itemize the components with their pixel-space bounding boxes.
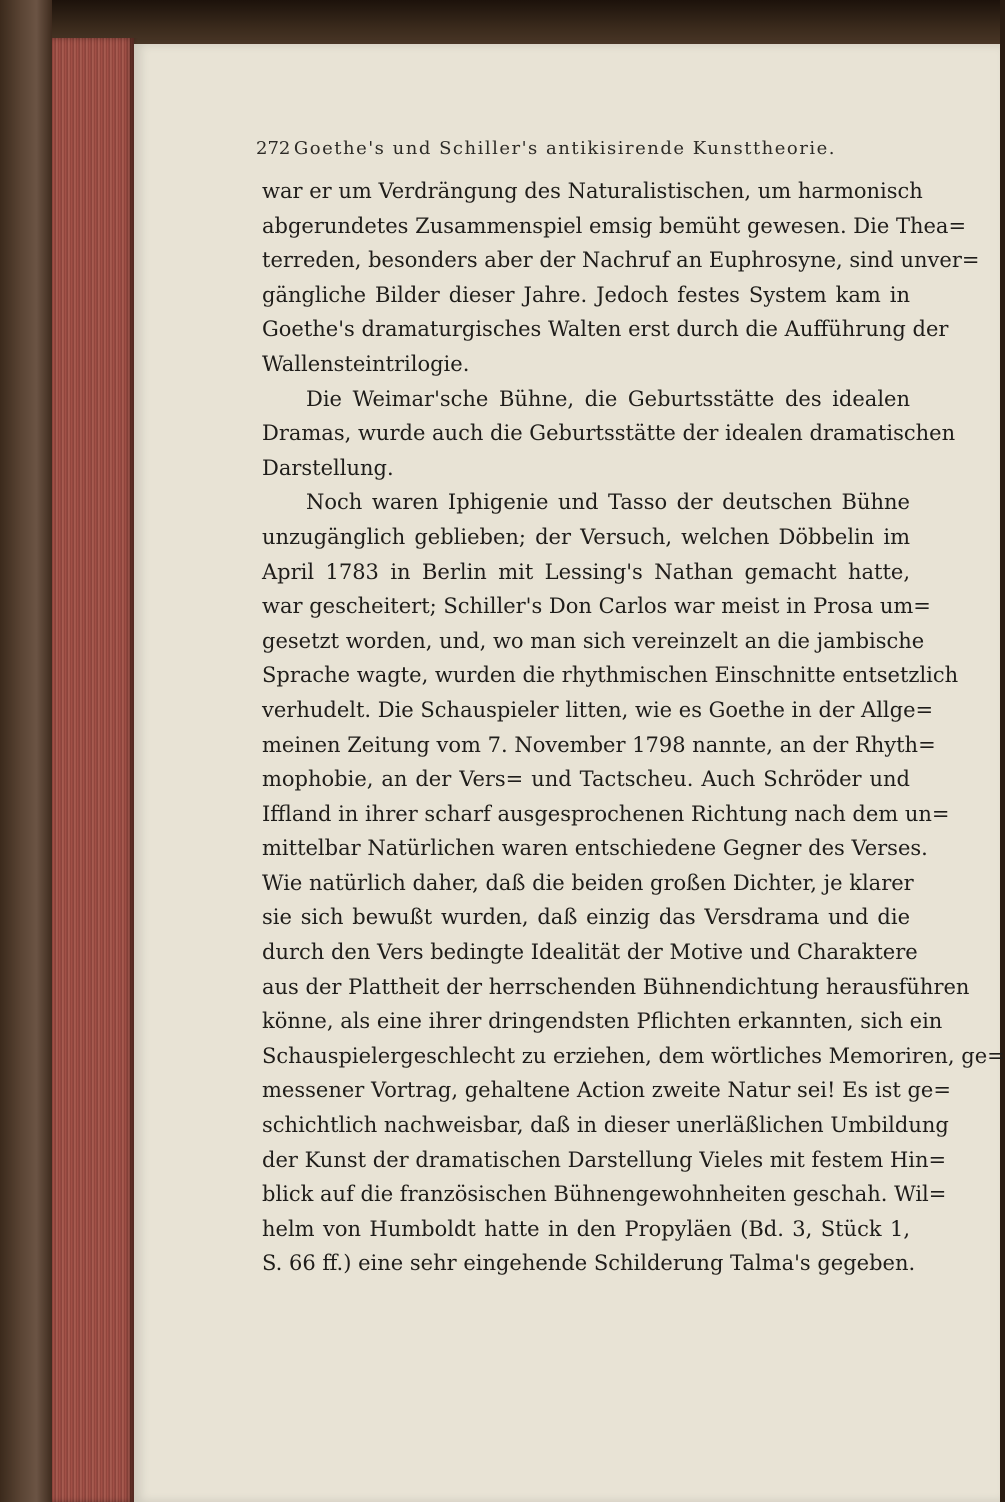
- text-line: Noch waren Iphigenie und Tasso der deutschen Bühne: [306, 490, 910, 515]
- page-header: [256, 138, 836, 168]
- running-title: Goethe's und Schiller's antikisirende Kunsttheorie.: [293, 138, 836, 159]
- body-text: [262, 174, 1005, 1281]
- book-binding-top: [0, 0, 1000, 46]
- text-line: Sprache wagte, wurden die rhythmischen Einschnitte entsetzlich: [262, 663, 959, 688]
- text-line: messener Vortrag, gehaltene Action zweite Natur sei! Es ist ge=: [262, 1078, 951, 1103]
- text-line: schichtlich nachweisbar, daß in dieser unerläßlichen Umbildung: [262, 1113, 949, 1138]
- text-line: S. 66 ff.) eine sehr eingehende Schilderung Talma's gegeben.: [262, 1251, 916, 1276]
- text-line: Wallensteintrilogie.: [262, 351, 470, 376]
- text-line: Die Weimar'sche Bühne, die Geburtsstätte des idealen: [306, 386, 910, 411]
- text-line: aus der Plattheit der herrschenden Bühnendichtung herausführen: [262, 974, 970, 999]
- text-line: blick auf die französischen Bühnengewohnheiten geschah. Wil=: [262, 1182, 947, 1207]
- text-line: war er um Verdrängung des Naturalistischen, um harmonisch: [262, 179, 923, 203]
- text-line: Iffland in ihrer scharf ausgesprochenen Richtung nach dem un=: [262, 801, 950, 826]
- text-line: Dramas, wurde auch die Geburtsstätte der idealen dramatischen: [262, 421, 956, 446]
- text-line: sie sich bewußt wurden, daß einzig das Versdrama und die: [262, 905, 910, 930]
- text-line: helm von Humboldt hatte in den Propyläen (Bd. 3, Stück 1,: [262, 1216, 910, 1241]
- text-line: gesetzt worden, und, wo man sich vereinzelt an die jambische: [262, 628, 925, 653]
- page-number: 272: [256, 138, 291, 159]
- text-line: der Kunst der dramatischen Darstellung Vieles mit festem Hin=: [262, 1147, 947, 1172]
- text-line: meinen Zeitung vom 7. November 1798 nannte, an der Rhyth=: [262, 732, 936, 757]
- text-line: April 1783 in Berlin mit Lessing's Nathan gemacht hatte,: [262, 559, 910, 584]
- text-line: terreden, besonders aber der Nachruf an Euphrosyne, sind unver=: [262, 248, 980, 273]
- text-line: durch den Vers bedingte Idealität der Motive und Charaktere: [262, 940, 918, 965]
- text-line: mophobie, an der Vers= und Tactscheu. Auch Schröder und: [262, 767, 910, 792]
- text-line: Wie natürlich daher, daß die beiden großen Dichter, je klarer: [262, 870, 914, 895]
- book-cover-edge: [0, 0, 52, 1502]
- text-line: mittelbar Natürlichen waren entschiedene Gegner des Verses.: [262, 836, 928, 861]
- text-line: Goethe's dramaturgisches Walten erst durch die Aufführung der: [262, 317, 949, 342]
- text-line: Schauspielergeschlecht zu erziehen, dem wörtliches Memoriren, ge=: [262, 1043, 1005, 1068]
- page-edges: [52, 38, 134, 1502]
- text-line: könne, als eine ihrer dringendsten Pflichten erkannten, sich ein: [262, 1009, 943, 1034]
- text-line: Darstellung.: [262, 455, 394, 480]
- text-line: unzugänglich geblieben; der Versuch, welchen Döbbelin im: [262, 524, 910, 549]
- text-line: gängliche Bilder dieser Jahre. Jedoch festes System kam in: [262, 282, 910, 307]
- text-line: war gescheitert; Schiller's Don Carlos war meist in Prosa um=: [262, 594, 931, 619]
- text-line: abgerundetes Zusammenspiel emsig bemüht gewesen. Die Thea=: [262, 213, 967, 238]
- text-line: verhudelt. Die Schauspieler litten, wie es Goethe in der Allge=: [262, 697, 934, 722]
